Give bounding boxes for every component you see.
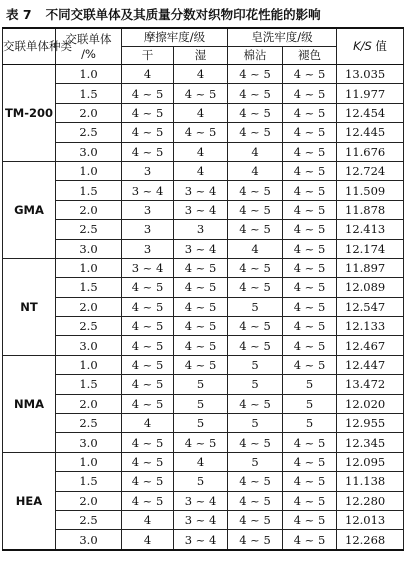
monomer-group-label: TM-200 — [3, 65, 56, 162]
ks-value-cell: 11.897 — [337, 258, 404, 277]
fraction-cell: 2.0 — [56, 297, 122, 316]
ks-value-cell: 12.447 — [337, 355, 404, 374]
table-title: 不同交联单体及其质量分数对织物印花性能的影响 — [45, 7, 321, 22]
table-row — [3, 161, 404, 180]
rub-wet-cell: 3 ~ 4 — [174, 200, 228, 219]
ks-value-cell: 12.095 — [337, 452, 404, 471]
soap-fade-cell: 4 ~ 5 — [283, 297, 337, 316]
soap-fade-cell: 4 ~ 5 — [283, 452, 337, 471]
ks-value-cell: 12.089 — [337, 278, 404, 297]
table-row — [3, 142, 404, 161]
soap-fade-cell: 4 ~ 5 — [283, 84, 337, 103]
fraction-cell: 2.0 — [56, 103, 122, 122]
ks-value-cell: 12.467 — [337, 336, 404, 355]
soap-fade-cell: 4 ~ 5 — [283, 142, 337, 161]
rub-wet-cell: 3 ~ 4 — [174, 239, 228, 258]
soap-fade-cell: 4 ~ 5 — [283, 317, 337, 336]
rub-dry-header: 干 — [122, 47, 174, 65]
ks-value-cell: 12.345 — [337, 433, 404, 452]
soap-stain-cell: 4 ~ 5 — [228, 472, 283, 491]
rub-dry-cell: 4 ~ 5 — [122, 433, 174, 452]
soap-stain-cell: 4 ~ 5 — [228, 510, 283, 529]
table-row — [3, 355, 404, 374]
rub-dry-cell: 3 — [122, 220, 174, 239]
soap-fade-cell: 4 ~ 5 — [283, 510, 337, 529]
rub-dry-cell: 4 ~ 5 — [122, 336, 174, 355]
fraction-cell: 1.5 — [56, 181, 122, 200]
fraction-cell: 1.5 — [56, 84, 122, 103]
soap-stain-cell: 4 — [228, 239, 283, 258]
rub-dry-cell: 3 ~ 4 — [122, 181, 174, 200]
monomer-type-header: 交联单体种类 — [3, 28, 56, 65]
fraction-cell: 1.5 — [56, 472, 122, 491]
table-row — [3, 394, 404, 413]
rub-dry-cell: 4 ~ 5 — [122, 491, 174, 510]
ks-value-cell: 12.020 — [337, 394, 404, 413]
rub-wet-cell: 4 — [174, 452, 228, 471]
soap-fade-cell: 4 ~ 5 — [283, 258, 337, 277]
rub-dry-cell: 4 — [122, 510, 174, 529]
rub-dry-cell: 4 ~ 5 — [122, 278, 174, 297]
fraction-cell: 1.5 — [56, 278, 122, 297]
rub-wet-cell: 4 ~ 5 — [174, 355, 228, 374]
soap-fade-cell: 4 ~ 5 — [283, 220, 337, 239]
fraction-cell: 3.0 — [56, 433, 122, 452]
header-row-1 — [3, 28, 404, 47]
ks-value-cell: 11.977 — [337, 84, 404, 103]
fraction-cell: 2.5 — [56, 414, 122, 433]
table-caption — [6, 4, 402, 26]
fraction-header: 交联单体 /% — [56, 28, 122, 65]
fraction-cell: 1.0 — [56, 65, 122, 84]
ks-value-cell: 12.454 — [337, 103, 404, 122]
soap-fade-cell: 4 ~ 5 — [283, 278, 337, 297]
fraction-cell: 2.0 — [56, 394, 122, 413]
ks-value-cell: 12.413 — [337, 220, 404, 239]
ks-value-cell: 12.280 — [337, 491, 404, 510]
soap-fade-cell: 4 ~ 5 — [283, 181, 337, 200]
ks-value-cell: 12.724 — [337, 161, 404, 180]
soap-fade-cell: 4 ~ 5 — [283, 239, 337, 258]
soap-stain-cell: 4 ~ 5 — [228, 278, 283, 297]
soap-fade-cell: 4 ~ 5 — [283, 200, 337, 219]
rub-wet-cell: 5 — [174, 414, 228, 433]
soap-stain-cell: 4 ~ 5 — [228, 258, 283, 277]
monomer-group-label: HEA — [3, 452, 56, 549]
monomer-group-label: GMA — [3, 161, 56, 258]
rub-dry-cell: 4 ~ 5 — [122, 394, 174, 413]
table-row — [3, 297, 404, 316]
rub-dry-cell: 3 — [122, 239, 174, 258]
fraction-cell: 1.0 — [56, 452, 122, 471]
ks-value-cell: 13.472 — [337, 375, 404, 394]
fraction-cell: 1.0 — [56, 258, 122, 277]
soap-stain-cell: 4 ~ 5 — [228, 433, 283, 452]
fraction-cell: 1.5 — [56, 375, 122, 394]
soap-fastness-header: 皂洗牢度/级 — [228, 28, 337, 47]
rub-wet-cell: 4 — [174, 142, 228, 161]
rub-wet-cell: 3 ~ 4 — [174, 530, 228, 550]
rub-dry-cell: 4 ~ 5 — [122, 84, 174, 103]
fraction-cell: 2.5 — [56, 317, 122, 336]
fraction-cell: 1.0 — [56, 161, 122, 180]
table-row — [3, 103, 404, 122]
rub-dry-cell: 4 — [122, 530, 174, 550]
ks-value-cell: 13.035 — [337, 65, 404, 84]
rub-wet-cell: 5 — [174, 394, 228, 413]
rub-wet-cell: 4 — [174, 65, 228, 84]
table-row — [3, 530, 404, 550]
soap-fade-cell: 4 ~ 5 — [283, 123, 337, 142]
fraction-cell: 3.0 — [56, 239, 122, 258]
soap-stain-cell: 4 ~ 5 — [228, 65, 283, 84]
table-row — [3, 472, 404, 491]
table-row — [3, 181, 404, 200]
rub-dry-cell: 3 — [122, 161, 174, 180]
soap-fade-cell: 4 ~ 5 — [283, 161, 337, 180]
soap-stain-cell: 4 ~ 5 — [228, 181, 283, 200]
rub-dry-cell: 4 — [122, 65, 174, 84]
rub-wet-cell: 4 ~ 5 — [174, 297, 228, 316]
rub-dry-cell: 4 ~ 5 — [122, 123, 174, 142]
table-row — [3, 239, 404, 258]
table-number: 表 7 — [6, 7, 32, 22]
fraction-cell: 3.0 — [56, 530, 122, 550]
ks-value-cell: 12.174 — [337, 239, 404, 258]
table-row — [3, 220, 404, 239]
soap-stain-cell: 4 ~ 5 — [228, 317, 283, 336]
table-row — [3, 491, 404, 510]
rub-wet-cell: 3 ~ 4 — [174, 510, 228, 529]
ks-value-cell: 12.445 — [337, 123, 404, 142]
rub-dry-cell: 4 ~ 5 — [122, 142, 174, 161]
table-row — [3, 278, 404, 297]
fraction-cell: 2.5 — [56, 510, 122, 529]
table-row — [3, 84, 404, 103]
rub-dry-cell: 3 ~ 4 — [122, 258, 174, 277]
ks-value-cell: 11.878 — [337, 200, 404, 219]
rub-dry-cell: 4 ~ 5 — [122, 355, 174, 374]
rub-dry-cell: 4 ~ 5 — [122, 452, 174, 471]
rub-wet-cell: 4 ~ 5 — [174, 317, 228, 336]
rub-dry-cell: 3 — [122, 200, 174, 219]
ks-value-cell: 12.547 — [337, 297, 404, 316]
soap-stain-cell: 4 ~ 5 — [228, 394, 283, 413]
rub-dry-cell: 4 — [122, 414, 174, 433]
rub-wet-cell: 5 — [174, 375, 228, 394]
table-row — [3, 258, 404, 277]
soap-stain-cell: 4 — [228, 161, 283, 180]
soap-fade-cell: 4 ~ 5 — [283, 355, 337, 374]
soap-stain-cell: 4 ~ 5 — [228, 200, 283, 219]
table-row — [3, 123, 404, 142]
soap-stain-cell: 5 — [228, 355, 283, 374]
ks-value-cell: 12.955 — [337, 414, 404, 433]
table-row — [3, 317, 404, 336]
monomer-group-label: NMA — [3, 355, 56, 452]
soap-fade-cell: 4 ~ 5 — [283, 491, 337, 510]
rub-wet-cell: 4 ~ 5 — [174, 278, 228, 297]
soap-fade-cell: 4 ~ 5 — [283, 472, 337, 491]
ks-value-cell: 12.013 — [337, 510, 404, 529]
rub-dry-cell: 4 ~ 5 — [122, 472, 174, 491]
fraction-cell: 1.0 — [56, 355, 122, 374]
ks-value-cell: 11.138 — [337, 472, 404, 491]
rub-wet-cell: 4 ~ 5 — [174, 84, 228, 103]
soap-stain-cell: 4 ~ 5 — [228, 123, 283, 142]
ks-header: K/S 值 — [337, 28, 404, 65]
rub-wet-cell: 3 — [174, 220, 228, 239]
ks-value-cell: 11.676 — [337, 142, 404, 161]
soap-stain-cell: 5 — [228, 375, 283, 394]
monomer-group-label: NT — [3, 258, 56, 355]
rub-wet-cell: 4 ~ 5 — [174, 336, 228, 355]
fraction-cell: 2.5 — [56, 123, 122, 142]
fraction-cell: 2.0 — [56, 491, 122, 510]
soap-fade-cell: 5 — [283, 375, 337, 394]
fraction-cell: 3.0 — [56, 142, 122, 161]
fraction-cell: 3.0 — [56, 336, 122, 355]
soap-fade-cell: 4 ~ 5 — [283, 336, 337, 355]
rub-dry-cell: 4 ~ 5 — [122, 103, 174, 122]
table-row — [3, 336, 404, 355]
soap-stain-cell: 4 ~ 5 — [228, 103, 283, 122]
results-table — [2, 27, 404, 551]
rub-wet-cell: 4 — [174, 161, 228, 180]
table-row — [3, 65, 404, 84]
fraction-cell: 2.0 — [56, 200, 122, 219]
table-row — [3, 414, 404, 433]
soap-stain-header: 棉沾 — [228, 47, 283, 65]
rub-wet-cell: 4 ~ 5 — [174, 123, 228, 142]
table-row — [3, 452, 404, 471]
soap-fade-cell: 5 — [283, 394, 337, 413]
rub-dry-cell: 4 ~ 5 — [122, 317, 174, 336]
table-body — [3, 65, 404, 550]
rub-wet-cell: 4 ~ 5 — [174, 258, 228, 277]
soap-fade-header: 褪色 — [283, 47, 337, 65]
rub-wet-cell: 4 — [174, 103, 228, 122]
soap-fade-cell: 4 ~ 5 — [283, 103, 337, 122]
soap-stain-cell: 4 ~ 5 — [228, 530, 283, 550]
soap-fade-cell: 4 ~ 5 — [283, 433, 337, 452]
rub-fastness-header: 摩擦牢度/级 — [122, 28, 228, 47]
rub-wet-cell: 4 ~ 5 — [174, 433, 228, 452]
soap-fade-cell: 4 ~ 5 — [283, 530, 337, 550]
soap-stain-cell: 4 ~ 5 — [228, 220, 283, 239]
soap-stain-cell: 5 — [228, 452, 283, 471]
table-row — [3, 200, 404, 219]
rub-wet-header: 湿 — [174, 47, 228, 65]
rub-wet-cell: 3 ~ 4 — [174, 181, 228, 200]
soap-stain-cell: 5 — [228, 414, 283, 433]
ks-value-cell: 12.268 — [337, 530, 404, 550]
soap-stain-cell: 5 — [228, 297, 283, 316]
table-row — [3, 433, 404, 452]
rub-wet-cell: 5 — [174, 472, 228, 491]
soap-fade-cell: 4 ~ 5 — [283, 65, 337, 84]
rub-dry-cell: 4 ~ 5 — [122, 375, 174, 394]
ks-value-cell: 12.133 — [337, 317, 404, 336]
rub-wet-cell: 3 ~ 4 — [174, 491, 228, 510]
table-row — [3, 510, 404, 529]
soap-stain-cell: 4 ~ 5 — [228, 84, 283, 103]
table-row — [3, 375, 404, 394]
ks-value-cell: 11.509 — [337, 181, 404, 200]
soap-stain-cell: 4 — [228, 142, 283, 161]
soap-stain-cell: 4 ~ 5 — [228, 336, 283, 355]
soap-stain-cell: 4 ~ 5 — [228, 491, 283, 510]
rub-dry-cell: 4 ~ 5 — [122, 297, 174, 316]
fraction-cell: 2.5 — [56, 220, 122, 239]
soap-fade-cell: 5 — [283, 414, 337, 433]
